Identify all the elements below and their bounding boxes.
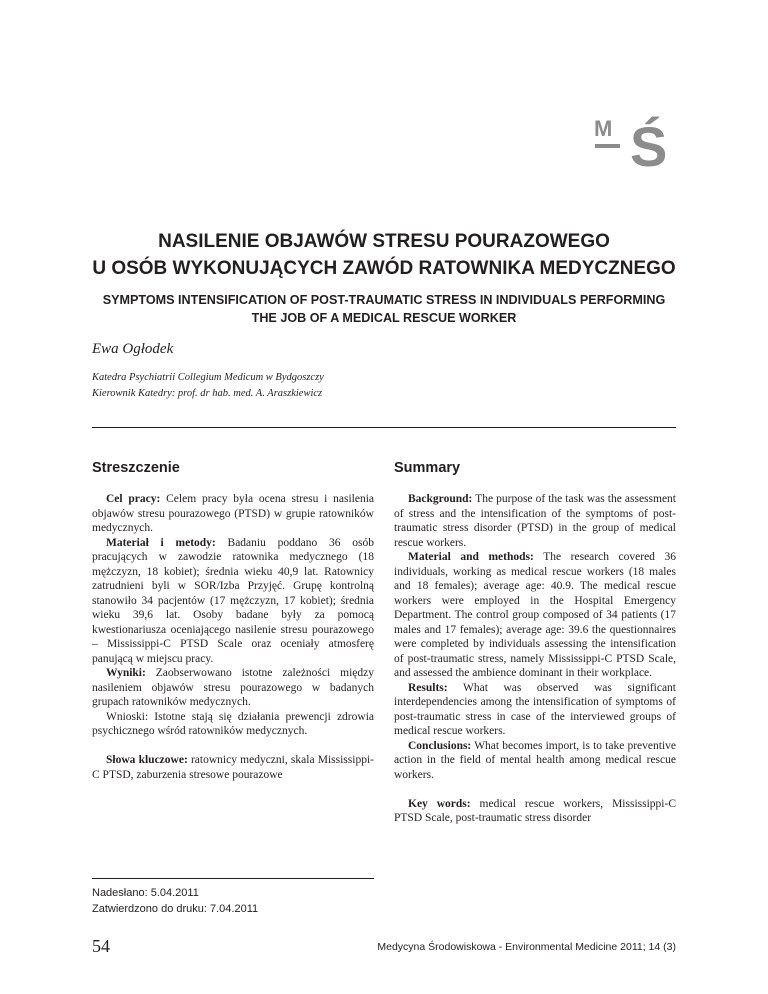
affiliation-line-1: Katedra Psychiatrii Collegium Medicum w Bydgoszczy bbox=[92, 372, 324, 383]
label-conclusions-en: Conclusions: bbox=[408, 739, 472, 752]
label-methods-pl: Materiał i metody: bbox=[106, 536, 216, 549]
title-line-2: U OSÓB WYKONUJĄCYCH ZAWÓD RATOWNIKA MEDYCZNEGO bbox=[92, 258, 676, 279]
label-keywords-en: Key words: bbox=[408, 797, 471, 810]
label-background: Background: bbox=[408, 493, 473, 505]
keywords-pl bbox=[92, 753, 374, 782]
abstract-heading-en: Summary bbox=[394, 460, 461, 476]
received-date: Nadesłano: 5.04.2011 bbox=[92, 887, 199, 899]
footnote bbox=[92, 885, 258, 917]
abstract-en-conclusions bbox=[394, 739, 676, 783]
title-line-1: NASILENIE OBJAWÓW STRESU POURAZOWEGO bbox=[158, 231, 610, 252]
abstract-pl-results bbox=[92, 666, 374, 710]
text-methods-en: The research covered 36 individuals, working as medical rescue workers (18 males and 18 females); average age: 40.9. The medical rescue workers were employed in the Hospital Emergency Department. The control group composed of 34 patients (17 males and 17 females); average age: 39.6 the questionnaires were completed by individuals assessing the intensification of post-traumatic stress, namely Mississippi-C PTSD Scale, and assessed the ambience dominant in their workplace. bbox=[394, 551, 677, 679]
text-keywords-pl: ratownicy medyczni, skala Mississippi-C PTSD, zaburzenia stresowe pourazowe bbox=[92, 754, 374, 781]
text-methods-pl: Badaniu poddano 36 osób pracujących w zawodzie ratownika medycznego (18 mężczyzn, 18 kobiet); średnia wieku 40,9 lat. Ratownicy zatrudnieni byli w SOR/Izba Przyjęć. Grupę kontrolną stanowiło 34 pacjentów (17 mężczyzn, 17 kobiet); średnia wieku 39,6 lat. Osoby badane były za pomocą kwestionariusza oceniającego nasilenie stresu pourazowego – Mississippi-C PTSD Scale oraz oceniały atmosferę panującą w miejscu pracy. bbox=[92, 536, 375, 665]
header-divider bbox=[92, 427, 676, 428]
journal-logo bbox=[594, 115, 676, 180]
label-results-pl: Wyniki: bbox=[106, 667, 146, 679]
abstract-polish bbox=[92, 458, 374, 782]
author-name: Ewa Ogłodek bbox=[92, 341, 174, 357]
logo-letter-m: M bbox=[594, 116, 614, 141]
affiliation-line-2: Kierownik Katedry: prof. dr hab. med. A. Araszkiewicz bbox=[92, 388, 323, 399]
text-keywords-en: medical rescue workers, Mississippi-C PTSD Scale, post-traumatic stress disorder bbox=[394, 797, 676, 824]
logo-letter-s: Ś bbox=[630, 115, 668, 178]
approved-date: Zatwierdzono do druku: 7.04.2011 bbox=[92, 903, 259, 915]
abstract-heading-pl: Streszczenie bbox=[92, 460, 180, 476]
subtitle-line-2: THE JOB OF A MEDICAL RESCUE WORKER bbox=[251, 311, 517, 325]
text-aim: Celem pracy była ocena stresu i nasilenia objawów stresu pourazowego (PTSD) w grupie ratowników medycznych. bbox=[92, 493, 374, 534]
keywords-en bbox=[394, 797, 676, 826]
abstract-en-results bbox=[394, 681, 676, 739]
article-subtitle bbox=[60, 291, 708, 327]
label-keywords-pl: Słowa kluczowe: bbox=[106, 754, 188, 766]
logo-bar bbox=[595, 144, 620, 148]
page-number: 54 bbox=[92, 936, 110, 956]
label-aim: Cel pracy: bbox=[106, 493, 161, 505]
label-methods-en: Material and methods: bbox=[408, 551, 534, 563]
affiliation bbox=[92, 370, 324, 402]
abstract-en-methods bbox=[394, 550, 676, 681]
text-background: The purpose of the task was the assessment of stress and the intensification of the symptoms of post-traumatic stress disorder (PTSD) in the group of medical rescue workers. bbox=[394, 493, 676, 549]
footnote-divider bbox=[92, 878, 374, 879]
article-title bbox=[60, 228, 708, 282]
journal-citation: Medycyna Środowiskowa - Environmental Medicine 2011; 14 (3) bbox=[377, 941, 676, 953]
abstract-pl-methods bbox=[92, 536, 374, 667]
abstract-pl-conclusions: Wnioski: Istotne stają się działania prewencji zdrowia psychicznego wśród ratowników medycznych. bbox=[92, 710, 374, 737]
text-results-en: What was observed was significant interdependencies among the intensification of symptoms of post-traumatic stress in case of the interviewed groups of medical rescue workers. bbox=[394, 681, 676, 737]
text-results-pl: Zaobserwowano istotne zależności między nasileniem objawów stresu pourazowego w badanych grupach ratowników medycznych. bbox=[92, 667, 374, 708]
abstract-pl-aim bbox=[92, 492, 374, 536]
text-conclusions-en: What becomes import, is to take preventive action in the field of mental health among medical rescue workers. bbox=[394, 739, 676, 781]
label-results-en: Results: bbox=[408, 681, 448, 694]
abstract-en-background bbox=[394, 492, 676, 550]
subtitle-line-1: SYMPTOMS INTENSIFICATION OF POST-TRAUMATIC STRESS IN INDIVIDUALS PERFORMING bbox=[102, 293, 666, 307]
abstract-english bbox=[394, 458, 676, 826]
